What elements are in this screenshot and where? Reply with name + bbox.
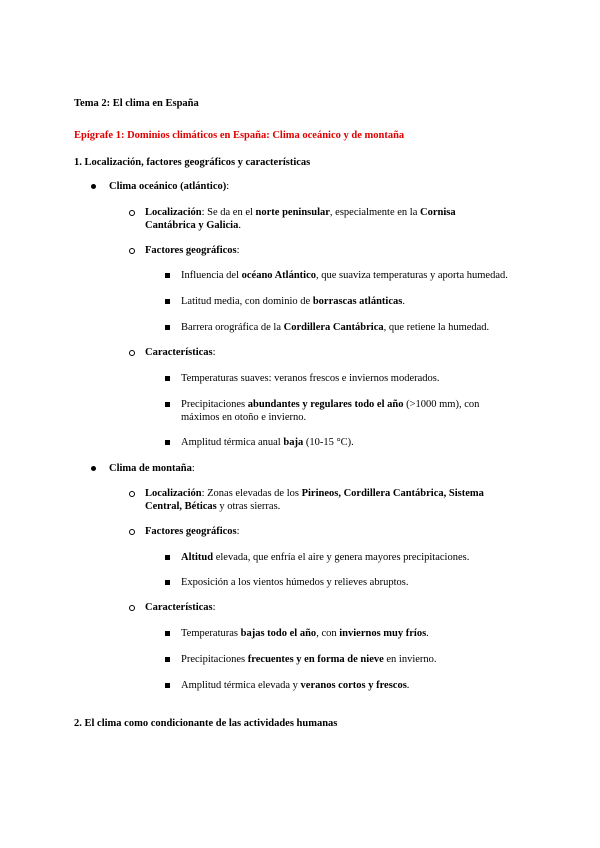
oceanic-characteristic-1: Temperaturas suaves: veranos frescos e inviernos moderados. xyxy=(181,373,440,384)
oceanic-factor-3: Barrera orográfica de la Cordillera Cantábrica, que retiene la humedad. xyxy=(181,322,490,333)
epigraph-heading: Epígrafe 1: Dominios climáticos en España: Clima oceánico y de montaña xyxy=(74,130,405,141)
bullet-square xyxy=(165,657,170,662)
mountain-characteristic-2: Precipitaciones frecuentes y en forma de nieve en invierno. xyxy=(181,654,437,665)
mountain-location-line1: Localización: Zonas elevadas de los Pirineos, Cordillera Cantábrica, Sistema xyxy=(145,488,484,499)
mountain-heading: Clima de montaña: xyxy=(109,463,195,474)
bullet-square xyxy=(165,273,170,278)
bullet-square xyxy=(165,325,170,330)
mountain-factor-2: Exposición a los vientos húmedos y relieves abruptos. xyxy=(181,577,409,588)
mountain-characteristic-1: Temperaturas bajas todo el año, con inviernos muy fríos. xyxy=(181,628,429,639)
mountain-location-line2: Central, Béticas y otras sierras. xyxy=(145,501,281,512)
oceanic-characteristics-label: Características: xyxy=(145,347,216,358)
bullet-square xyxy=(165,440,170,445)
oceanic-characteristic-3: Amplitud térmica anual baja (10-15 °C). xyxy=(181,437,354,448)
bullet-circle xyxy=(129,605,135,611)
bullet-square xyxy=(165,376,170,381)
mountain-factors-label: Factores geográficos: xyxy=(145,526,240,537)
mountain-characteristic-3: Amplitud térmica elevada y veranos cortos y frescos. xyxy=(181,680,410,691)
mountain-characteristics-label: Características: xyxy=(145,602,216,613)
oceanic-heading: Clima oceánico (atlántico): xyxy=(109,181,230,192)
oceanic-characteristic-2-line1: Precipitaciones abundantes y regulares todo el año (>1000 mm), con xyxy=(181,399,480,410)
section-1-heading: 1. Localización, factores geográficos y características xyxy=(74,157,311,168)
bullet-square xyxy=(165,683,170,688)
oceanic-location-line2: Cantábrica y Galicia. xyxy=(145,220,241,231)
bullet-circle xyxy=(129,350,135,356)
bullet-circle xyxy=(129,248,135,254)
document-title: Tema 2: El clima en España xyxy=(74,98,199,109)
bullet-square xyxy=(165,631,170,636)
bullet-circle xyxy=(129,491,135,497)
oceanic-characteristic-2-line2: máximos en otoño e invierno. xyxy=(181,412,307,423)
bullet-square xyxy=(165,299,170,304)
bullet-circle xyxy=(129,210,135,216)
bullet-square xyxy=(165,402,170,407)
oceanic-factor-1: Influencia del océano Atlántico, que suaviza temperaturas y aporta humedad. xyxy=(181,270,508,281)
bullet-square xyxy=(165,580,170,585)
oceanic-factors-label: Factores geográficos: xyxy=(145,245,240,256)
bullet-circle xyxy=(129,529,135,535)
oceanic-location-line1: Localización: Se da en el norte peninsular, especialmente en la Cornisa xyxy=(145,207,456,218)
oceanic-factor-2: Latitud media, con dominio de borrascas atlánticas. xyxy=(181,296,405,307)
bullet-disc xyxy=(91,184,96,189)
bullet-square xyxy=(165,555,170,560)
section-2-heading: 2. El clima como condicionante de las actividades humanas xyxy=(74,718,338,729)
bullet-disc xyxy=(91,466,96,471)
mountain-factor-1: Altitud elevada, que enfría el aire y genera mayores precipitaciones. xyxy=(181,552,470,563)
